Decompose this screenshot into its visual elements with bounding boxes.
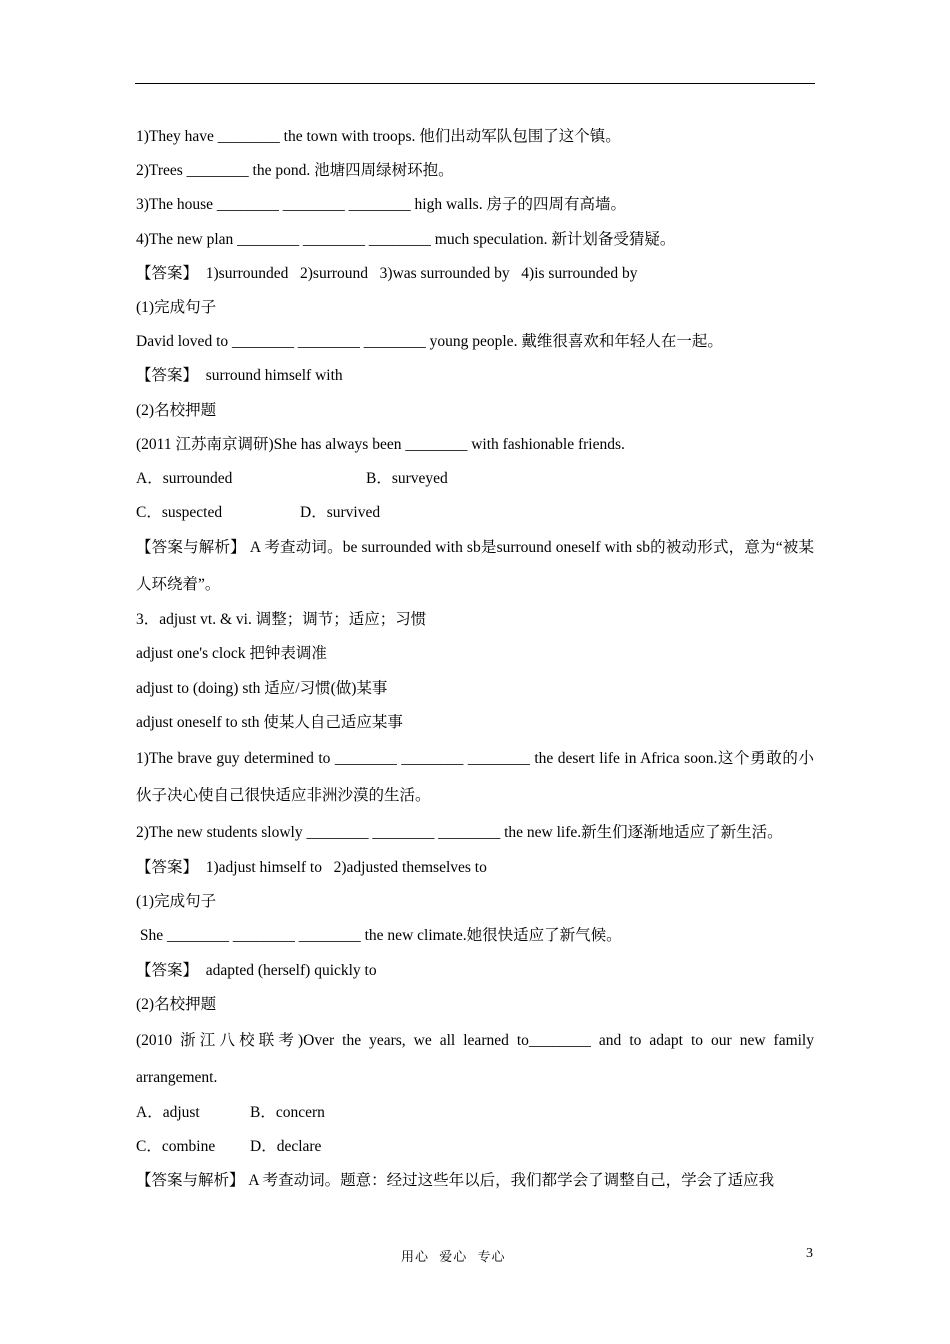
text-line: 3)The house ________ ________ ________ high walls. 房子的四周有高墙。: [136, 196, 626, 214]
document-body: [136, 120, 814, 1199]
options-row: [136, 1130, 814, 1164]
options-row: [136, 462, 814, 496]
options-row: [136, 496, 814, 530]
answer-line: 【答案】 1)surrounded 2)surround 3)was surrounded by 4)is surrounded by: [136, 264, 638, 282]
option-a: A．adjust: [136, 1103, 200, 1121]
text-line: David loved to ________ ________ ________ young people. 戴维很喜欢和年轻人在一起。: [136, 333, 723, 351]
section-heading: (1)完成句子: [136, 893, 217, 911]
vocab-usage: adjust one's clock 把钟表调准: [136, 645, 327, 663]
vocab-usage: adjust to (doing) sth 适应/习惯(做)某事: [136, 679, 388, 697]
option-d: D．declare: [250, 1138, 322, 1156]
footer-motto: 用心 爱心 专心: [401, 1250, 506, 1265]
text-line: She ________ ________ ________ the new climate.她很快适应了新气候。: [136, 927, 622, 945]
explanation-line: 【答案与解析】 A 考查动词。be surrounded with sb是surround oneself with sb的被动形式，意为“被某人环绕着”。: [136, 539, 814, 594]
page-number: 3: [806, 1246, 813, 1261]
option-c: C．suspected: [136, 504, 223, 522]
vocab-heading: 3．adjust vt. & vi. 调整；调节；适应；习惯: [136, 611, 427, 629]
option-b: B．surveyed: [366, 469, 448, 487]
section-heading: (2)名校押题: [136, 401, 217, 419]
question-line: (2010 浙江八校联考)Over the years, we all learned to________ and to adapt to our new family arrangement.: [136, 1031, 814, 1086]
answer-line: 【答案】 adapted (herself) quickly to: [136, 961, 377, 979]
text-line: 2)Trees ________ the pond. 池塘四周绿树环抱。: [136, 162, 454, 180]
option-b: B．concern: [250, 1103, 325, 1121]
text-line: 4)The new plan ________ ________ ________ much speculation. 新计划备受猜疑。: [136, 230, 676, 248]
options-row: [136, 1096, 814, 1130]
text-line: 2)The new students slowly ________ ________ ________ the new life.新生们逐渐地适应了新生活。: [136, 824, 783, 841]
option-d: D．survived: [300, 504, 381, 522]
section-heading: (1)完成句子: [136, 298, 217, 316]
header-rule: [135, 83, 815, 84]
option-c: C．combine: [136, 1138, 216, 1156]
answer-line: 【答案】 surround himself with: [136, 367, 343, 385]
question-line: (2011 江苏南京调研)She has always been ________ with fashionable friends.: [136, 435, 625, 453]
text-line: 1)They have ________ the town with troops. 他们出动军队包围了这个镇。: [136, 128, 621, 145]
text-line: 1)The brave guy determined to ________ ________ ________ the desert life in Africa soon.这个勇敢的小伙子决心使自己很快适应非洲沙漠的生活。: [136, 750, 814, 804]
vocab-usage: adjust oneself to sth 使某人自己适应某事: [136, 713, 403, 731]
option-a: A．surrounded: [136, 469, 233, 487]
section-heading: (2)名校押题: [136, 995, 217, 1013]
explanation-line: 【答案与解析】 A 考查动词。题意：经过这些年以后，我们都学会了调整自己，学会了适应我: [136, 1172, 775, 1190]
answer-line: 【答案】 1)adjust himself to 2)adjusted themselves to: [136, 859, 487, 876]
